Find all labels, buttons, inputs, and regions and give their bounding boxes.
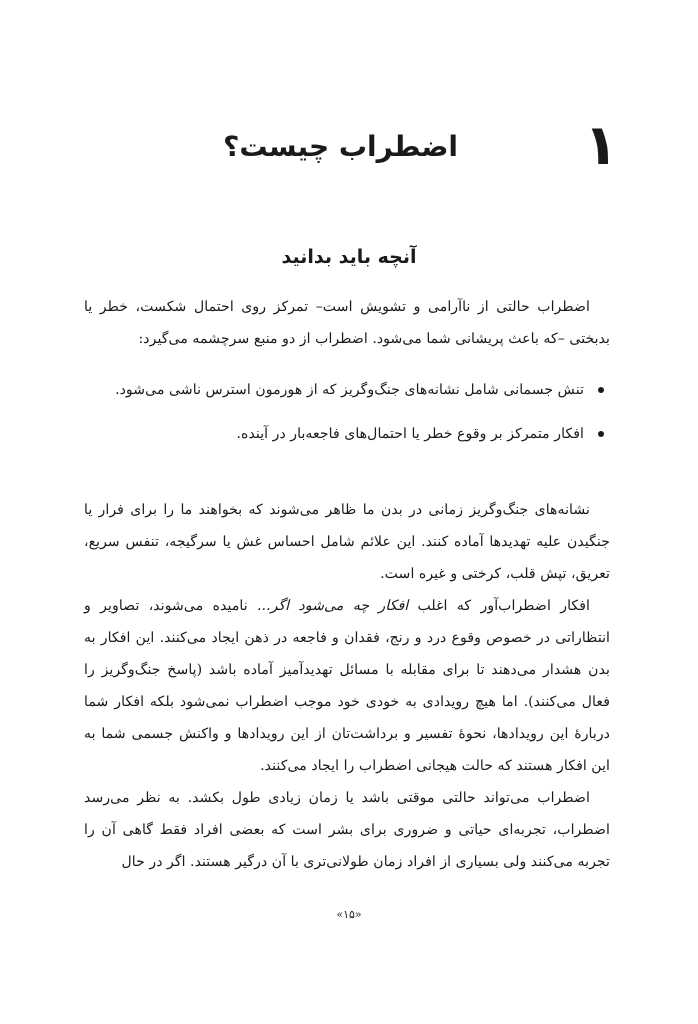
paragraph-fight-flight: نشانه‌های جنگ‌وگریز زمانی در بدن ما ظاهر می‌شوند که بخواهند ما را برای فرار یا جنگیدن علیه تهدیدها آماده کنند. این علائم شامل احساس غش یا سرگیجه، تنفس سریع، تعریق، تپش قلب، کرختی و غیره است. (84, 502, 610, 582)
section-heading: آنچه باید بدانید (281, 246, 417, 268)
bullet-item (84, 374, 610, 406)
bullet-item (84, 418, 610, 450)
intro-paragraph: اضطراب حالتی از ناآرامی و تشویش است– تمرکز روی احتمال شکست، خطر یا بدبختی –که باعث پریشانی شما می‌شود. اضطراب از دو منبع سرچشمه می‌گیرد: (84, 299, 610, 347)
bullet-list (84, 374, 610, 450)
chapter-number: ۱ (583, 113, 618, 178)
bullet-list-block (84, 374, 610, 462)
paragraph-text: نامیده می‌شوند، تصاویر و انتظاراتی در خصوص وقوع درد و رنج، فقدان و فاجعه در ذهن ایجاد می‌کنند. این افکار به بدن هشدار می‌دهند تا برای مقابله با مسائل تهدیدآمیز آماده باشد (پاسخ جنگ‌وگریز را فعال می‌کنند). اما هیچ رویدادی به خودی خود موجب اضطراب نمی‌شود بلکه افکار شما دربارهٔ این رویدادها، نحوهٔ تفسیر و برداشت‌تان از این رویدادها و واکنش جسمی شما به این افکار هستند که حالت هیجانی اضطراب را ایجاد می‌کنند. (84, 598, 610, 774)
page-number: «۱۵» (336, 908, 362, 921)
chapter-title: اضطراب چیست؟ (223, 130, 458, 163)
paragraph-text: افکار اضطراب‌آور که اغلب (408, 598, 590, 614)
bullet-text: افکار متمرکز بر وقوع خطر یا احتمال‌های فاجعه‌بار در آینده. (236, 426, 584, 442)
intro-block (84, 291, 610, 355)
main-text-block (84, 494, 610, 878)
bullet-dot-icon (598, 431, 604, 437)
bullet-dot-icon (598, 387, 604, 393)
bullet-text: تنش جسمانی شامل نشانه‌های جنگ‌وگریز که از هورمون استرس ناشی می‌شود. (115, 382, 584, 398)
paragraph-duration: اضطراب می‌تواند حالتی موقتی باشد یا زمان زیادی طول بکشد. به نظر می‌رسد اضطراب، تجربه‌ای حیاتی و ضروری برای بشر است که بعضی افراد فقط گاهی آن را تجربه می‌کنند ولی بسیاری از افراد زمان طولانی‌تری با آن درگیر هستند. اگر در حال (84, 790, 610, 870)
paragraph-anxious-thoughts (84, 590, 610, 782)
italic-phrase: افکار چه می‌شود اگر... (257, 598, 409, 614)
